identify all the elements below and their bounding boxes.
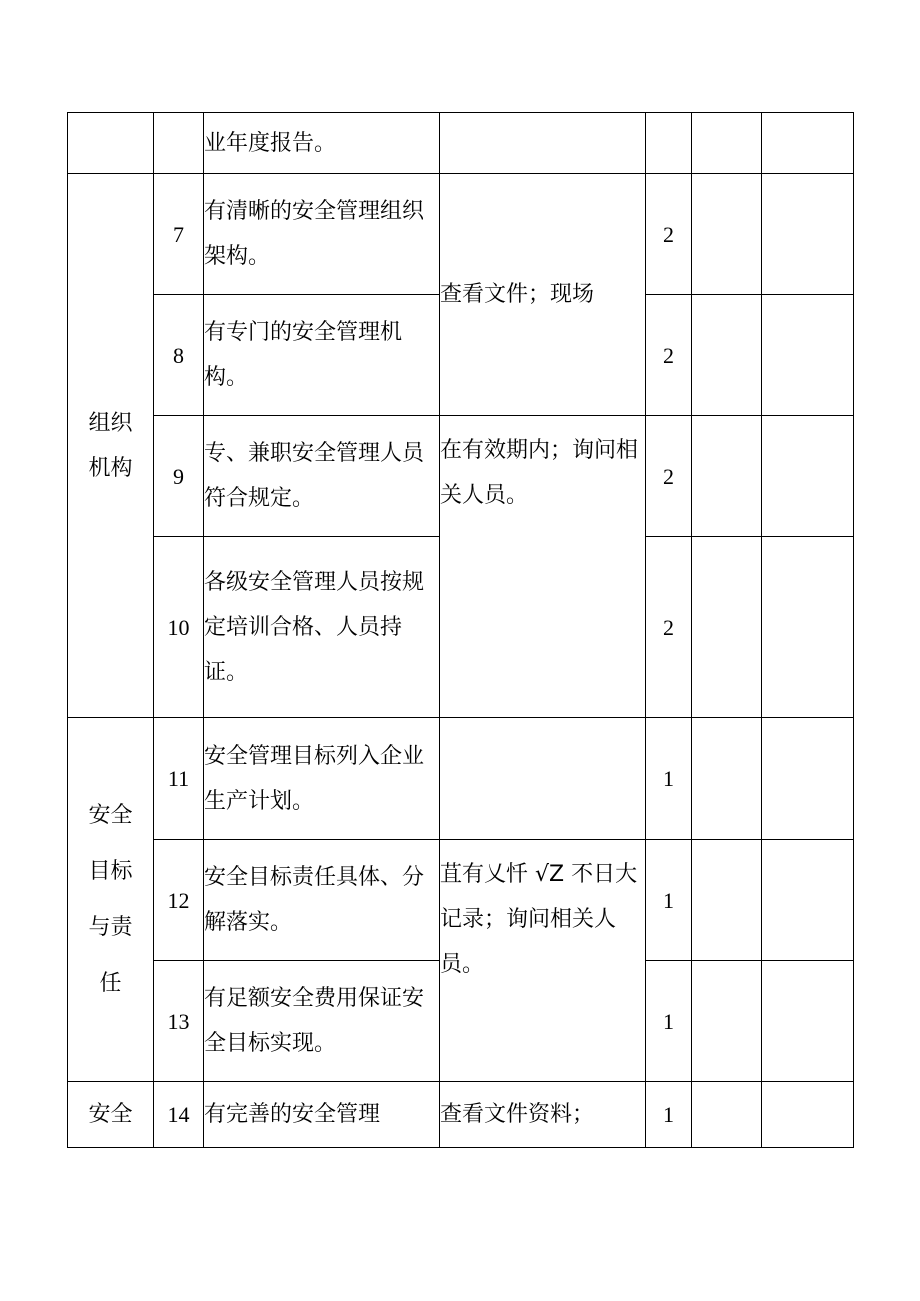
requirement-cell: 专、兼职安全管理人员符合规定。 xyxy=(204,416,440,537)
category-org xyxy=(68,174,154,718)
item-number: 11 xyxy=(154,718,204,840)
remark-cell xyxy=(762,840,854,961)
score-cell: 1 xyxy=(646,1082,692,1148)
category-safety: 安全 xyxy=(68,1082,154,1148)
requirement-cell: 安全目标责任具体、分解落实。 xyxy=(204,840,440,961)
result-cell xyxy=(692,537,762,718)
table-row xyxy=(68,1082,854,1148)
requirement-cell: 各级安全管理人员按规定培训合格、人员持证。 xyxy=(204,537,440,718)
method-cell: 查看文件资料； xyxy=(440,1082,646,1148)
remark-cell xyxy=(762,537,854,718)
score-cell: 1 xyxy=(646,961,692,1082)
method-cell: 在有效期内；询问相关人员。 xyxy=(440,416,646,718)
remark-cell xyxy=(762,961,854,1082)
item-number: 8 xyxy=(154,295,204,416)
result-cell xyxy=(692,174,762,295)
score-cell: 1 xyxy=(646,718,692,840)
item-number: 13 xyxy=(154,961,204,1082)
score-cell: 2 xyxy=(646,537,692,718)
requirement-cell: 业年度报告。 xyxy=(204,113,440,174)
method-cell xyxy=(440,718,646,840)
result-cell xyxy=(692,295,762,416)
score-cell xyxy=(646,113,692,174)
item-number: 12 xyxy=(154,840,204,961)
inspection-table xyxy=(67,112,854,1148)
item-number: 10 xyxy=(154,537,204,718)
result-cell xyxy=(692,718,762,840)
result-cell xyxy=(692,840,762,961)
table-row xyxy=(68,718,854,840)
table-row xyxy=(68,113,854,174)
requirement-cell: 有完善的安全管理 xyxy=(204,1082,440,1148)
category-label: 组织机构 xyxy=(88,410,133,481)
table-row xyxy=(68,174,854,295)
score-cell: 2 xyxy=(646,416,692,537)
requirement-cell: 有专门的安全管理机构。 xyxy=(204,295,440,416)
method-cell xyxy=(440,113,646,174)
remark-cell xyxy=(762,718,854,840)
remark-cell xyxy=(762,113,854,174)
item-number xyxy=(154,113,204,174)
score-cell: 1 xyxy=(646,840,692,961)
score-cell: 2 xyxy=(646,174,692,295)
remark-cell xyxy=(762,416,854,537)
result-cell xyxy=(692,1082,762,1148)
result-cell xyxy=(692,961,762,1082)
method-cell: 苴有乂忏 √Z 不日大记录；询问相关人员。 xyxy=(440,840,646,1082)
category-cell xyxy=(68,113,154,174)
requirement-cell: 有清晰的安全管理组织架构。 xyxy=(204,174,440,295)
result-cell xyxy=(692,113,762,174)
requirement-cell: 安全管理目标列入企业生产计划。 xyxy=(204,718,440,840)
item-number: 9 xyxy=(154,416,204,537)
score-cell: 2 xyxy=(646,295,692,416)
table-row xyxy=(68,416,854,537)
category-target xyxy=(68,718,154,1082)
remark-cell xyxy=(762,174,854,295)
remark-cell xyxy=(762,1082,854,1148)
item-number: 14 xyxy=(154,1082,204,1148)
category-label: 安全目标与责任 xyxy=(88,802,133,996)
method-cell: 查看文件；现场 xyxy=(440,174,646,416)
requirement-cell: 有足额安全费用保证安全目标实现。 xyxy=(204,961,440,1082)
item-number: 7 xyxy=(154,174,204,295)
result-cell xyxy=(692,416,762,537)
table-row xyxy=(68,840,854,961)
remark-cell xyxy=(762,295,854,416)
